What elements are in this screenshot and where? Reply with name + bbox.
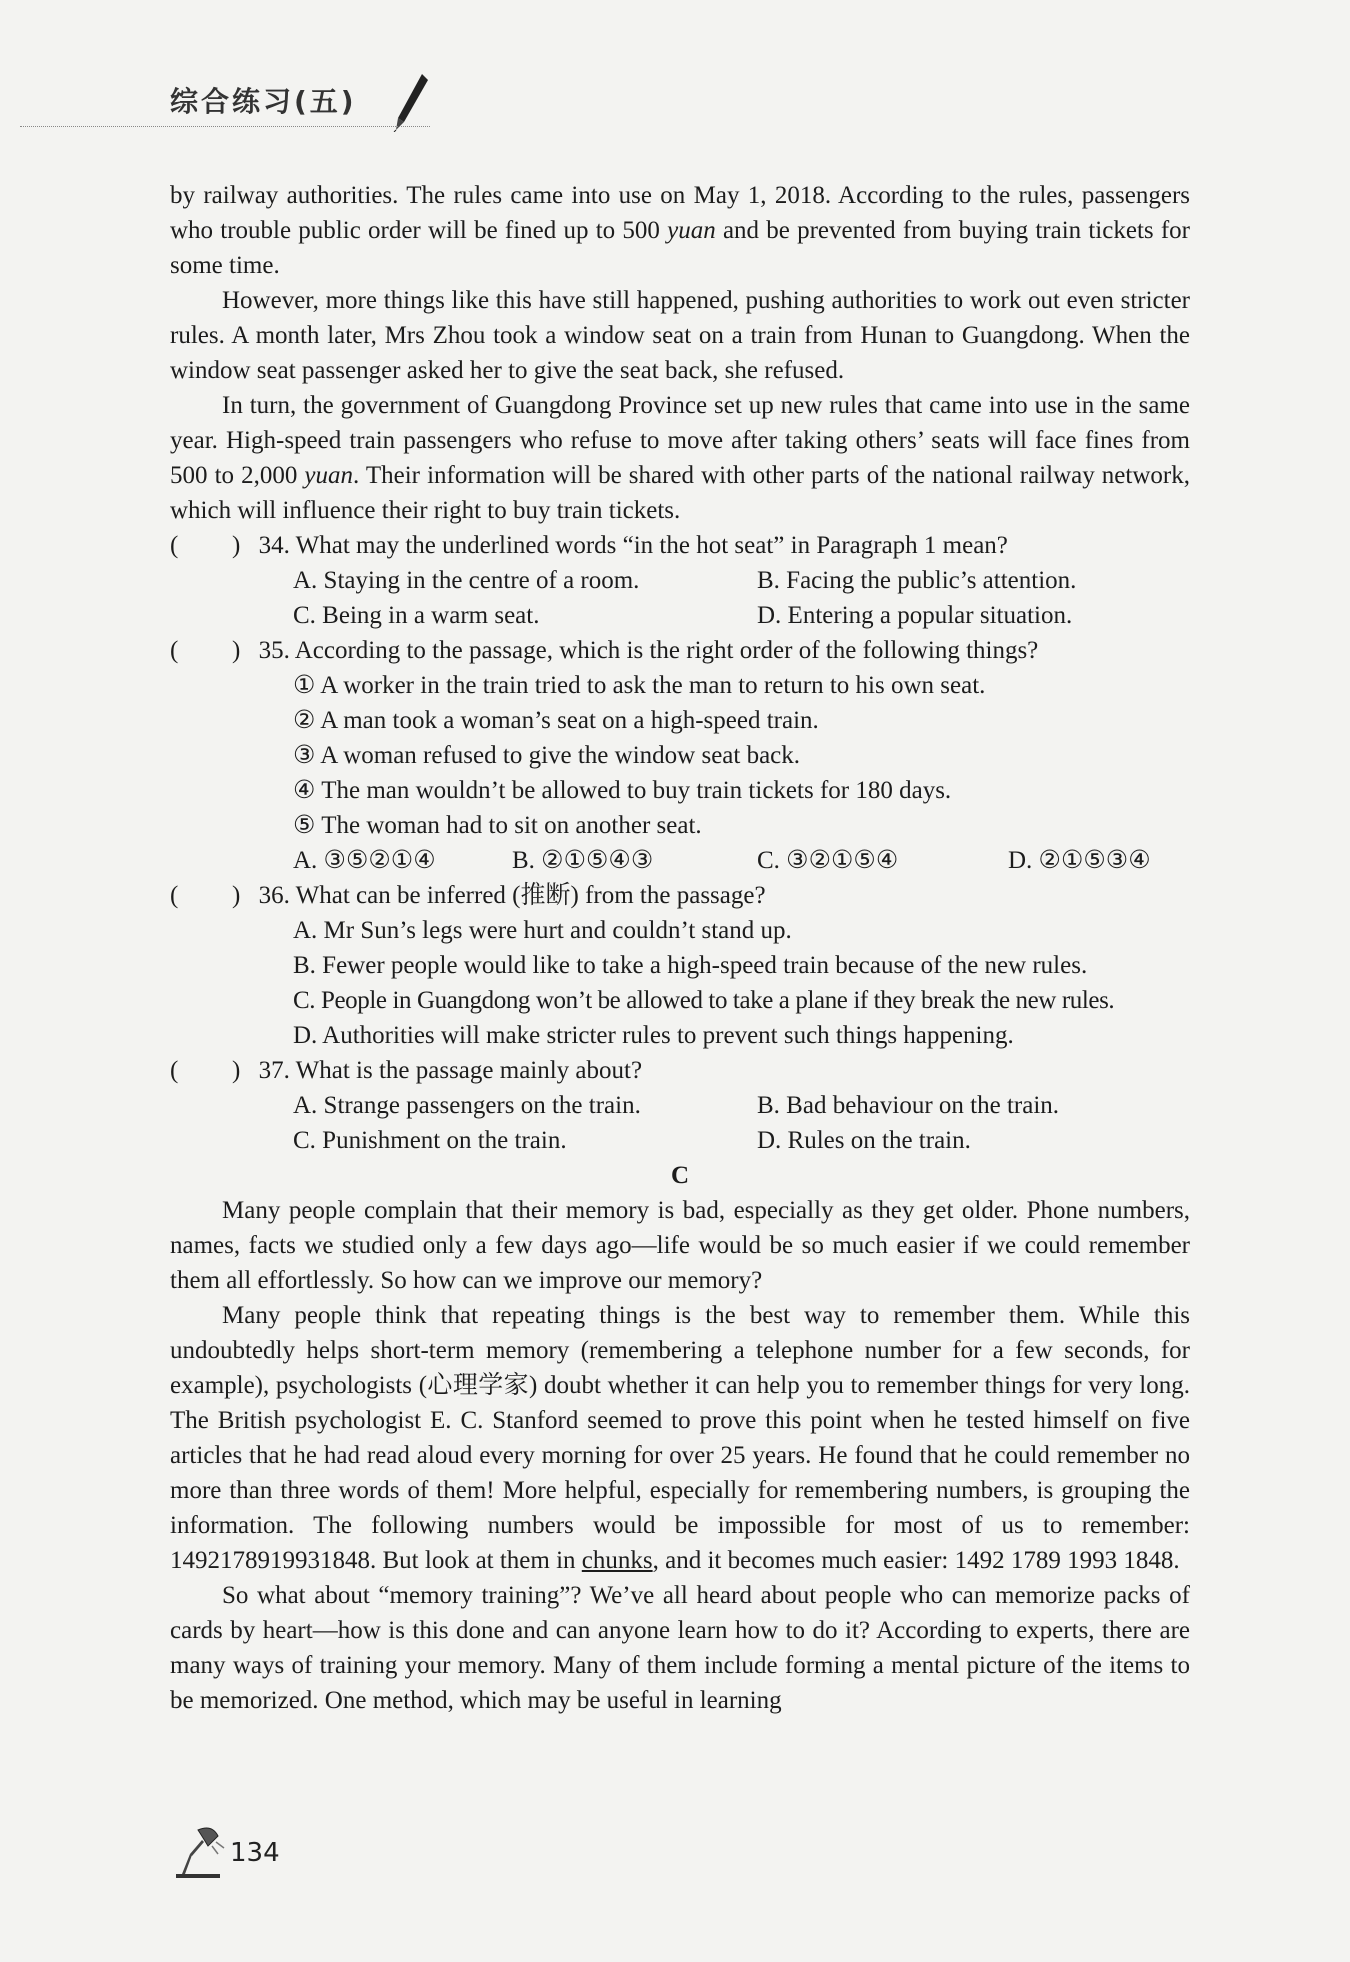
header-title: 综合练习(五)	[170, 85, 357, 118]
answer-blank-open[interactable]: (	[170, 637, 179, 664]
option-row	[170, 948, 1190, 983]
option-b: B. Fewer people would like to take a high-speed train because of the new rules.	[293, 952, 1088, 979]
question-stem: ) 35. According to the passage, which is the right order of the following things?	[232, 637, 1039, 664]
option-row	[170, 598, 1190, 633]
option-a: A. Staying in the centre of a room.	[293, 567, 640, 594]
option-c: C. Being in a warm seat.	[293, 602, 540, 629]
sequence-item: ⑤ The woman had to sit on another seat.	[293, 812, 702, 839]
page-number: 134	[230, 1838, 280, 1868]
section-heading: C	[670, 1162, 690, 1189]
passage-paragraph: Many people think that repeating things is the best way to remember them. While this undoubtedly helps short-term memory (remembering a telephone number for a few seconds, for example), psychologists (心理学家) doubt whether it can help you to remember things for very long. The British psychologist E. C. Stanford seemed to prove this point when he tested himself on five articles that he had read aloud every morning for over 25 years. He found that he could remember no more than three words of them! More helpful, especially for remembering numbers, is grouping the information. The following numbers would be impossible for most of us to remember: 1492178919931848. But look at them in chunks, and it becomes much easier: 1492 1789 1993 1848.	[170, 1302, 1190, 1574]
question-stem: ) 34. What may the underlined words “in the hot seat” in Paragraph 1 mean?	[232, 532, 1008, 559]
option-row	[170, 983, 1190, 1018]
header-divider	[20, 126, 430, 127]
underlined-word: chunks	[581, 1547, 653, 1574]
option-b: B. Facing the public’s attention.	[757, 567, 1077, 594]
question-37	[170, 1053, 1190, 1088]
page-footer	[168, 1820, 368, 1900]
option-a: A. ③⑤②①④	[293, 847, 436, 874]
option-row	[170, 1018, 1190, 1053]
option-c: C. Punishment on the train.	[293, 1127, 567, 1154]
option-a: A. Mr Sun’s legs were hurt and couldn’t stand up.	[293, 917, 792, 944]
option-d: D. Entering a popular situation.	[757, 602, 1073, 629]
sequence-item: ① A worker in the train tried to ask the man to return to his own seat.	[293, 672, 986, 699]
option-row	[170, 1088, 1190, 1123]
option-c: C. ③②①⑤④	[757, 847, 899, 874]
option-d: D. ②①⑤③④	[1008, 847, 1151, 874]
passage-paragraph: Many people complain that their memory is bad, especially as they get older. Phone numbers, names, facts we studied only a few days ago—life would be so much easier if we could remember them all effortlessly. So how can we improve our memory?	[170, 1197, 1190, 1294]
question-36	[170, 878, 1190, 913]
desk-lamp-icon	[168, 1820, 228, 1880]
passage-paragraph: by railway authorities. The rules came into use on May 1, 2018. According to the rules, passengers who trouble public order will be fined up to 500 yuan and be prevented from buying train tickets for some time.	[170, 182, 1190, 279]
option-row	[170, 843, 1190, 878]
option-b: B. ②①⑤④③	[512, 847, 654, 874]
passage-paragraph: So what about “memory training”? We’ve all heard about people who can memorize packs of cards by heart—how is this done and can anyone learn how to do it? According to experts, there are many ways of training your memory. Many of them include forming a mental picture of the items to be memorized. One method, which may be useful in learning	[170, 1582, 1190, 1714]
answer-blank-open[interactable]: (	[170, 882, 179, 909]
option-c: C. People in Guangdong won’t be allowed to take a plane if they break the new rules.	[293, 987, 1115, 1014]
option-d: D. Authorities will make stricter rules to prevent such things happening.	[293, 1022, 1014, 1049]
sequence-item: ③ A woman refused to give the window seat back.	[293, 742, 801, 769]
sequence-item: ② A man took a woman’s seat on a high-speed train.	[293, 707, 819, 734]
option-row	[170, 913, 1190, 948]
page-content	[170, 178, 1190, 1718]
option-b: B. Bad behaviour on the train.	[757, 1092, 1060, 1119]
question-stem: ) 36. What can be inferred (推断) from the passage?	[232, 882, 766, 909]
answer-blank-open[interactable]: (	[170, 1057, 179, 1084]
sequence-item: ④ The man wouldn’t be allowed to buy train tickets for 180 days.	[293, 777, 952, 804]
question-34	[170, 528, 1190, 563]
option-row	[170, 1123, 1190, 1158]
answer-blank-open[interactable]: (	[170, 532, 179, 559]
question-stem: ) 37. What is the passage mainly about?	[232, 1057, 643, 1084]
pen-icon	[392, 72, 432, 132]
passage-paragraph: However, more things like this have still happened, pushing authorities to work out even stricter rules. A month later, Mrs Zhou took a window seat on a train from Hunan to Guangdong. When the window seat passenger asked her to give the seat back, she refused.	[170, 287, 1190, 384]
question-35	[170, 633, 1190, 668]
passage-paragraph: In turn, the government of Guangdong Province set up new rules that came into use in the same year. High-speed train passengers who refuse to move after taking others’ seats will face fines from 500 to 2,000 yuan. Their information will be shared with other parts of the national railway network, which will influence their right to buy train tickets.	[170, 392, 1190, 524]
page-header	[20, 80, 440, 130]
option-a: A. Strange passengers on the train.	[293, 1092, 641, 1119]
option-row	[170, 563, 1190, 598]
option-d: D. Rules on the train.	[757, 1127, 971, 1154]
